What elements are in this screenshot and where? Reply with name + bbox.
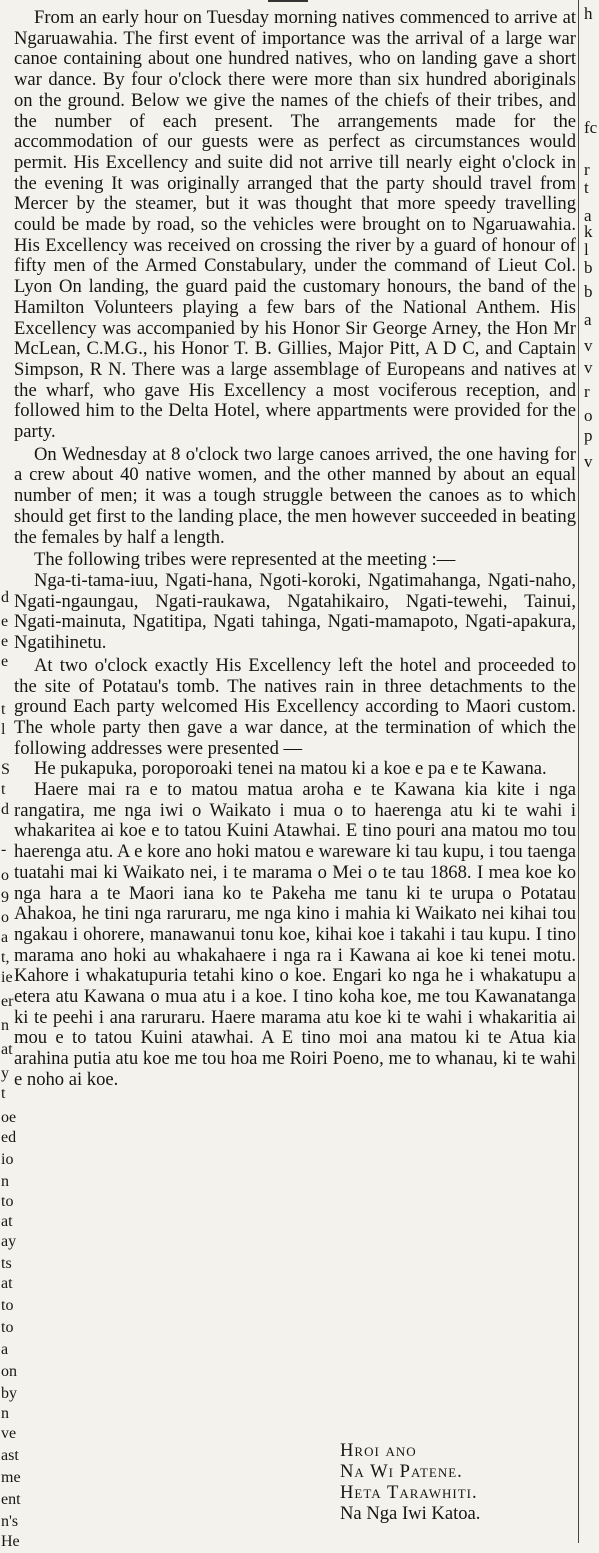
- margin-fragment: k: [584, 222, 593, 241]
- margin-fragment: at: [1, 1213, 13, 1230]
- margin-fragment: He: [1, 1533, 20, 1550]
- tribe-list: Nga-ti-tama-iuu, Ngati-hana, Ngoti-koroki, Ngatimahanga, Ngati-naho, Ngati-ngaungau, Ngati-raukawa, Ngatahikairo, Ngati-tewehi, Tainui, Ngati-mainuta, Ngatitipa, Ngati tahinga, Ngati-mamapoto, Ngati-apakura, Ngatihinetu.: [14, 569, 576, 654]
- article-body: [14, 8, 576, 1091]
- signature-line: Na Nga Iwi Katoa.: [340, 1503, 481, 1524]
- margin-fragment: r: [584, 382, 590, 401]
- margin-fragment: n's: [1, 1513, 19, 1530]
- address-heading: He pukapuka, poroporoaki tenei na matou ki a koe e pa e te Kawana.: [34, 758, 547, 780]
- signature-block: [340, 1440, 570, 1524]
- margin-fragment: -: [1, 841, 7, 858]
- right-margin-fragments: [582, 0, 599, 1543]
- margin-fragment: d: [1, 589, 9, 606]
- margin-fragment: v: [584, 336, 593, 355]
- margin-fragment: t: [584, 178, 589, 197]
- top-rule-mark: [268, 0, 308, 5]
- margin-fragment: r: [584, 160, 590, 179]
- margin-fragment: b: [584, 258, 593, 277]
- margin-fragment: l: [1, 721, 6, 738]
- margin-fragment: a: [584, 310, 592, 329]
- margin-fragment: t: [1, 781, 6, 798]
- margin-fragment: 9: [1, 889, 9, 906]
- margin-fragment: d: [1, 801, 9, 818]
- margin-fragment: er: [1, 993, 14, 1010]
- margin-fragment: e: [1, 633, 9, 650]
- margin-fragment: ast: [1, 1447, 19, 1464]
- margin-fragment: at: [1, 1275, 13, 1292]
- margin-fragment: n: [1, 1173, 9, 1190]
- left-margin-fragments: [0, 0, 21, 1550]
- margin-fragment: a: [1, 1341, 9, 1358]
- margin-fragment: e: [1, 613, 9, 630]
- article-paragraph: On Wednesday at 8 o'clock two large canoes arrived, the one having for a crew about 40 native women, and the other manned by about an equal number of men; it was a tough struggle between the canoes as to which should get first to the landing place, the men however succeeded in beating the females by half a length.: [14, 443, 576, 548]
- column-divider: [578, 0, 579, 1543]
- margin-fragment: y: [1, 1065, 9, 1082]
- margin-fragment: v: [584, 358, 593, 377]
- margin-fragment: ie: [1, 969, 13, 986]
- maori-address: Haere mai ra e to matou matua aroha e te Kawana kia kite i nga rangatira, me nga iwi o Waikato i mua o to haerenga atu ki te wahi i whakaritea ai koe e to tatou Kuini Atawhai. E tino pouri ana matou mo tou haerenga atu. A e kore ano hoki matou e wareware ki tau kupu, i tou taenga tuatahi mai ki Waikato nei, i te marama o Mei o te tau 1868. I mea koe ko nga hara a te Maori iana ko te Pakeha me tanu ki te urupa o Potatau Ahakoa, he tini nga raruraru, me nga kino i mahia ki Waikato nei kihai tou ngakau i ohorere, manawanui tonu koe, kihai koe i takahi i tau kupu. I tino marama ano hoki au whakahaere i nga ra i Kawana ai koe ki tenei motu. Kahore i whakatupuria tetahi kino o koe. Engari ko nga he i whakatupu a etera atu Kawana o mua atu i a koe. I tino koha koe, me tou Kawanatanga ki te peehi i ana raruraru. Haere marama atu koe ki te wahi i whakaritia ai mou e to tatou Kuini atawhai. A E tino moi ana matou ki te Atua kia arahina putia atu koe me tou hoa me Roiri Poeno, me to whanau, ki te wahi e noho ai koe.: [14, 779, 576, 1090]
- margin-fragment: n: [1, 1405, 9, 1422]
- article-paragraph: From an early hour on Tuesday morning natives commenced to arrive at Ngaruawahia. The first event of importance was the arrival of a large war canoe containing about one hundred natives, who on landing gave a short war dance. By four o'clock there were more than six hundred aboriginals on the ground. Below we give the names of the chiefs of their tribes, and the number of each present. The arrangements made for the accommodation of our guests were as perfect as circumstances would permit. His Excellency and suite did not arrive till nearly eight o'clock in the evening It was originally arranged that the party should travel from Mercer by the steamer, but it was thought that more speedy travelling could be made by road, so the vehicles were brought on to Ngaruawahia. His Excellency was received on crossing the river by a guard of honour of fifty men of the Armed Constabulary, under the command of Lieut Col. Lyon On landing, the guard paid the customary honours, the band of the Hamilton Volunteers playing a few bars of the National Anthem. His Excellency was accompanied by his Honor Sir George Arney, the Hon Mr McLean, C.M.G., his Honor T. B. Gillies, Major Pitt, A D C, and Captain Simpson, R N. There was a large assemblage of Europeans and natives at the wharf, who gave His Excellency a most vociferous reception, and followed him to the Delta Hotel, where appartments were provided for the party.: [14, 7, 576, 443]
- margin-fragment: fc: [584, 118, 598, 137]
- margin-fragment: ent: [1, 1491, 21, 1508]
- margin-fragment: o: [584, 406, 593, 425]
- margin-fragment: p: [584, 426, 593, 445]
- margin-fragment: ay: [1, 1233, 17, 1250]
- signature-line: Heta Tarawhiti.: [340, 1482, 478, 1503]
- margin-fragment: v: [584, 452, 593, 471]
- margin-fragment: a: [1, 929, 9, 946]
- margin-fragment: on: [1, 1363, 17, 1380]
- article-paragraph: At two o'clock exactly His Excellency left the hotel and proceeded to the site of Potatau's tomb. The natives rain in three detachments to the ground Each party welcomed His Excellency according to Maori custom. The whole party then gave a war dance, at the termination of which the following addresses were presented —: [14, 654, 576, 759]
- margin-fragment: e: [1, 653, 9, 670]
- signature-line: Hroi ano: [340, 1440, 417, 1461]
- margin-fragment: t,: [1, 949, 10, 966]
- margin-fragment: io: [1, 1151, 14, 1168]
- margin-fragment: t: [1, 1085, 6, 1102]
- article-paragraph: The following tribes were represented at the meeting :—: [34, 549, 456, 571]
- margin-fragment: S: [1, 761, 10, 778]
- margin-fragment: by: [1, 1385, 17, 1402]
- margin-fragment: o: [1, 867, 9, 884]
- margin-fragment: b: [584, 282, 593, 301]
- margin-fragment: l: [584, 240, 589, 259]
- margin-fragment: ve: [1, 1425, 17, 1442]
- margin-fragment: to: [1, 1297, 14, 1314]
- margin-fragment: oe: [1, 1109, 17, 1126]
- margin-fragment: at: [1, 1041, 13, 1058]
- signature-line: Na Wi Patene.: [340, 1461, 463, 1482]
- margin-fragment: h: [584, 4, 593, 23]
- margin-fragment: me: [1, 1469, 21, 1486]
- margin-fragment: a: [584, 206, 592, 225]
- margin-fragment: t: [1, 701, 6, 718]
- margin-fragment: o: [1, 909, 9, 926]
- margin-fragment: ed: [1, 1129, 17, 1146]
- margin-fragment: to: [1, 1319, 14, 1336]
- margin-fragment: ts: [1, 1255, 12, 1272]
- margin-fragment: to: [1, 1193, 14, 1210]
- margin-fragment: n: [1, 1017, 9, 1034]
